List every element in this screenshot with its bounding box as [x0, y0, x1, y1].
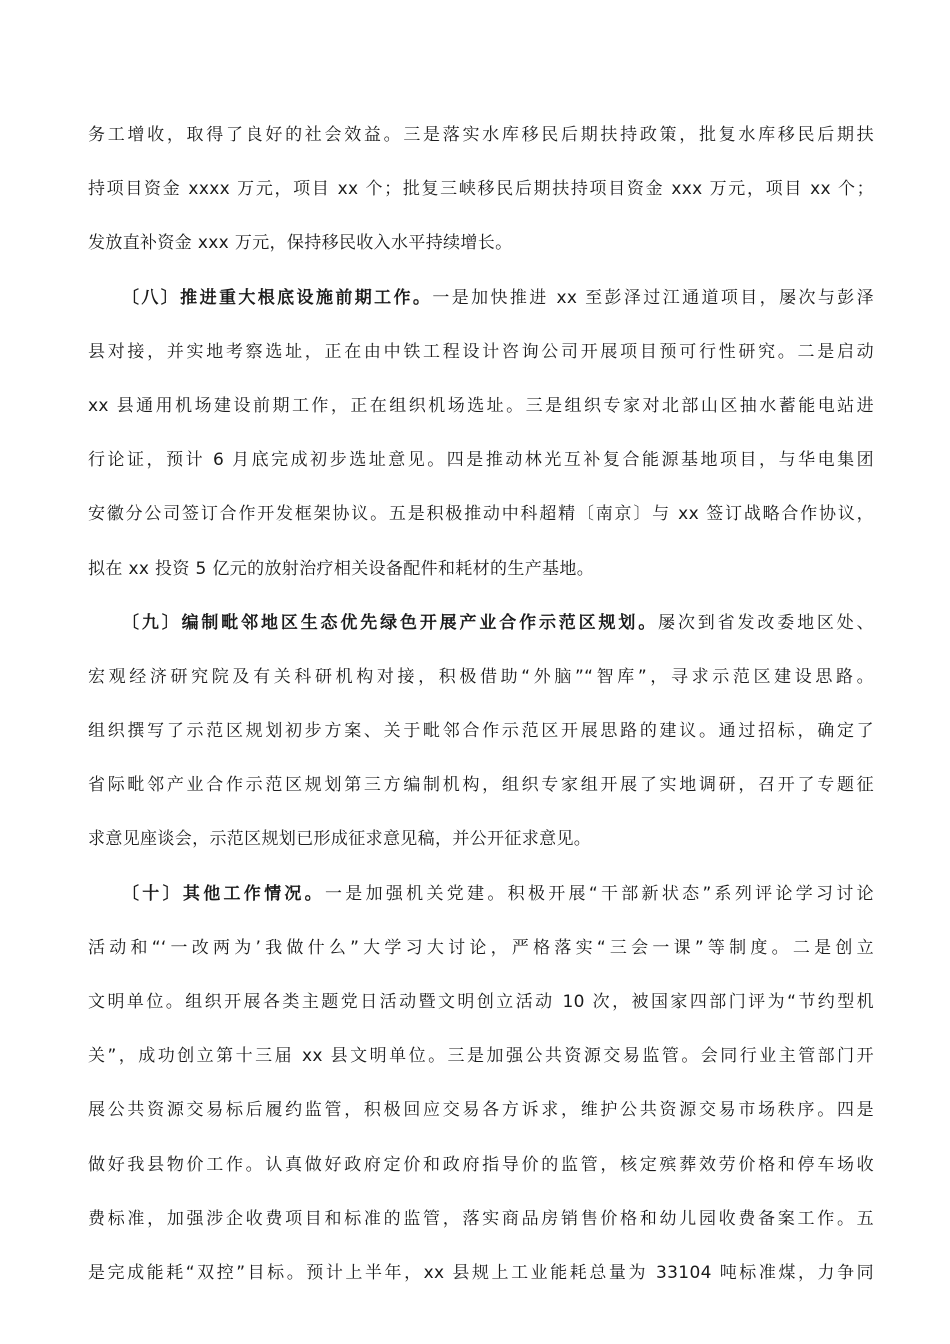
text-span: 一是加快推进 xx 至彭泽过江通道项目，屡次与彭泽	[432, 287, 874, 308]
section-heading: 〔九〕编制毗邻地区生态优先绿色开展产业合作示范区规划。	[122, 612, 659, 633]
text-line: 文明单位。组织开展各类主题党日活动暨文明创立活动 10 次，被国家四部门评为“节约型机	[88, 992, 874, 1012]
text-line	[88, 867, 874, 921]
section-heading: 〔十〕其他工作情况。	[122, 883, 325, 904]
text-span: 一是加强机关党建。积极开展“干部新状态”系列评论学习讨论	[324, 883, 874, 904]
text-line: 费标准，加强涉企收费项目和标准的监管，落实商品房销售价格和幼儿园收费备案工作。五	[88, 1208, 874, 1229]
text-line: 求意见座谈会，示范区规划已形成征求意见稿，并公开征求意见。	[88, 829, 592, 850]
text-line: 宏观经济研究院及有关科研机构对接，积极借助“外脑”“智库”，寻求示范区建设思路。	[88, 666, 874, 687]
section-8-paragraph	[88, 271, 874, 596]
text-line: xx 县通用机场建设前期工作，正在组织机场选址。三是组织专家对北部山区抽水蓄能电站进	[88, 395, 874, 416]
section-heading: 〔八〕推进重大根底设施前期工作。	[122, 287, 433, 308]
text-line: 务工增收，取得了良好的社会效益。三是落实水库移民后期扶持政策，批复水库移民后期扶	[88, 125, 874, 145]
text-line: 发放直补资金 xxx 万元，保持移民收入水平持续增长。	[88, 233, 513, 254]
text-line: 是完成能耗“双控”目标。预计上半年，xx 县规上工业能耗总量为 33104 吨标准煤，力争同	[88, 1262, 874, 1283]
paragraph-continued	[88, 108, 874, 271]
text-line	[88, 271, 874, 325]
text-line	[88, 596, 874, 650]
section-10-paragraph	[88, 867, 874, 1301]
text-span: 屡次到省发改委地区处、	[658, 612, 874, 633]
text-line: 拟在 xx 投资 5 亿元的放射治疗相关设备配件和耗材的生产基地。	[88, 558, 595, 579]
text-line: 组织撰写了示范区规划初步方案、关于毗邻合作示范区开展思路的建议。通过招标，确定了	[88, 721, 874, 742]
section-9-paragraph	[88, 596, 874, 867]
text-line: 持项目资金 xxxx 万元，项目 xx 个；批复三峡移民后期扶持项目资金 xxx 万元，项目 xx 个；	[88, 179, 874, 200]
text-line: 关”，成功创立第十三届 xx 县文明单位。三是加强公共资源交易监管。会同行业主管部门开	[88, 1046, 874, 1067]
text-line: 行论证，预计 6 月底完成初步选址意见。四是推动林光互补复合能源基地项目，与华电集团	[88, 450, 874, 471]
text-line: 做好我县物价工作。认真做好政府定价和政府指导价的监管，核定殡葬效劳价格和停车场收	[88, 1154, 874, 1175]
text-line: 省际毗邻产业合作示范区规划第三方编制机构，组织专家组开展了实地调研，召开了专题征	[88, 775, 874, 796]
text-line: 展公共资源交易标后履约监管，积极回应交易各方诉求，维护公共资源交易市场秩序。四是	[88, 1100, 874, 1121]
document-page	[88, 108, 874, 1300]
text-line: 县对接，并实地考察选址，正在由中铁工程设计咨询公司开展项目预可行性研究。二是启动	[88, 341, 874, 362]
text-line: 安徽分公司签订合作开发框架协议。五是积极推动中科超精〔南京〕与 xx 签订战略合作协议，	[88, 504, 874, 525]
text-line: 活动和“‘一改两为’我做什么”大学习大讨论，严格落实“三会一课”等制度。二是创立	[88, 937, 874, 958]
